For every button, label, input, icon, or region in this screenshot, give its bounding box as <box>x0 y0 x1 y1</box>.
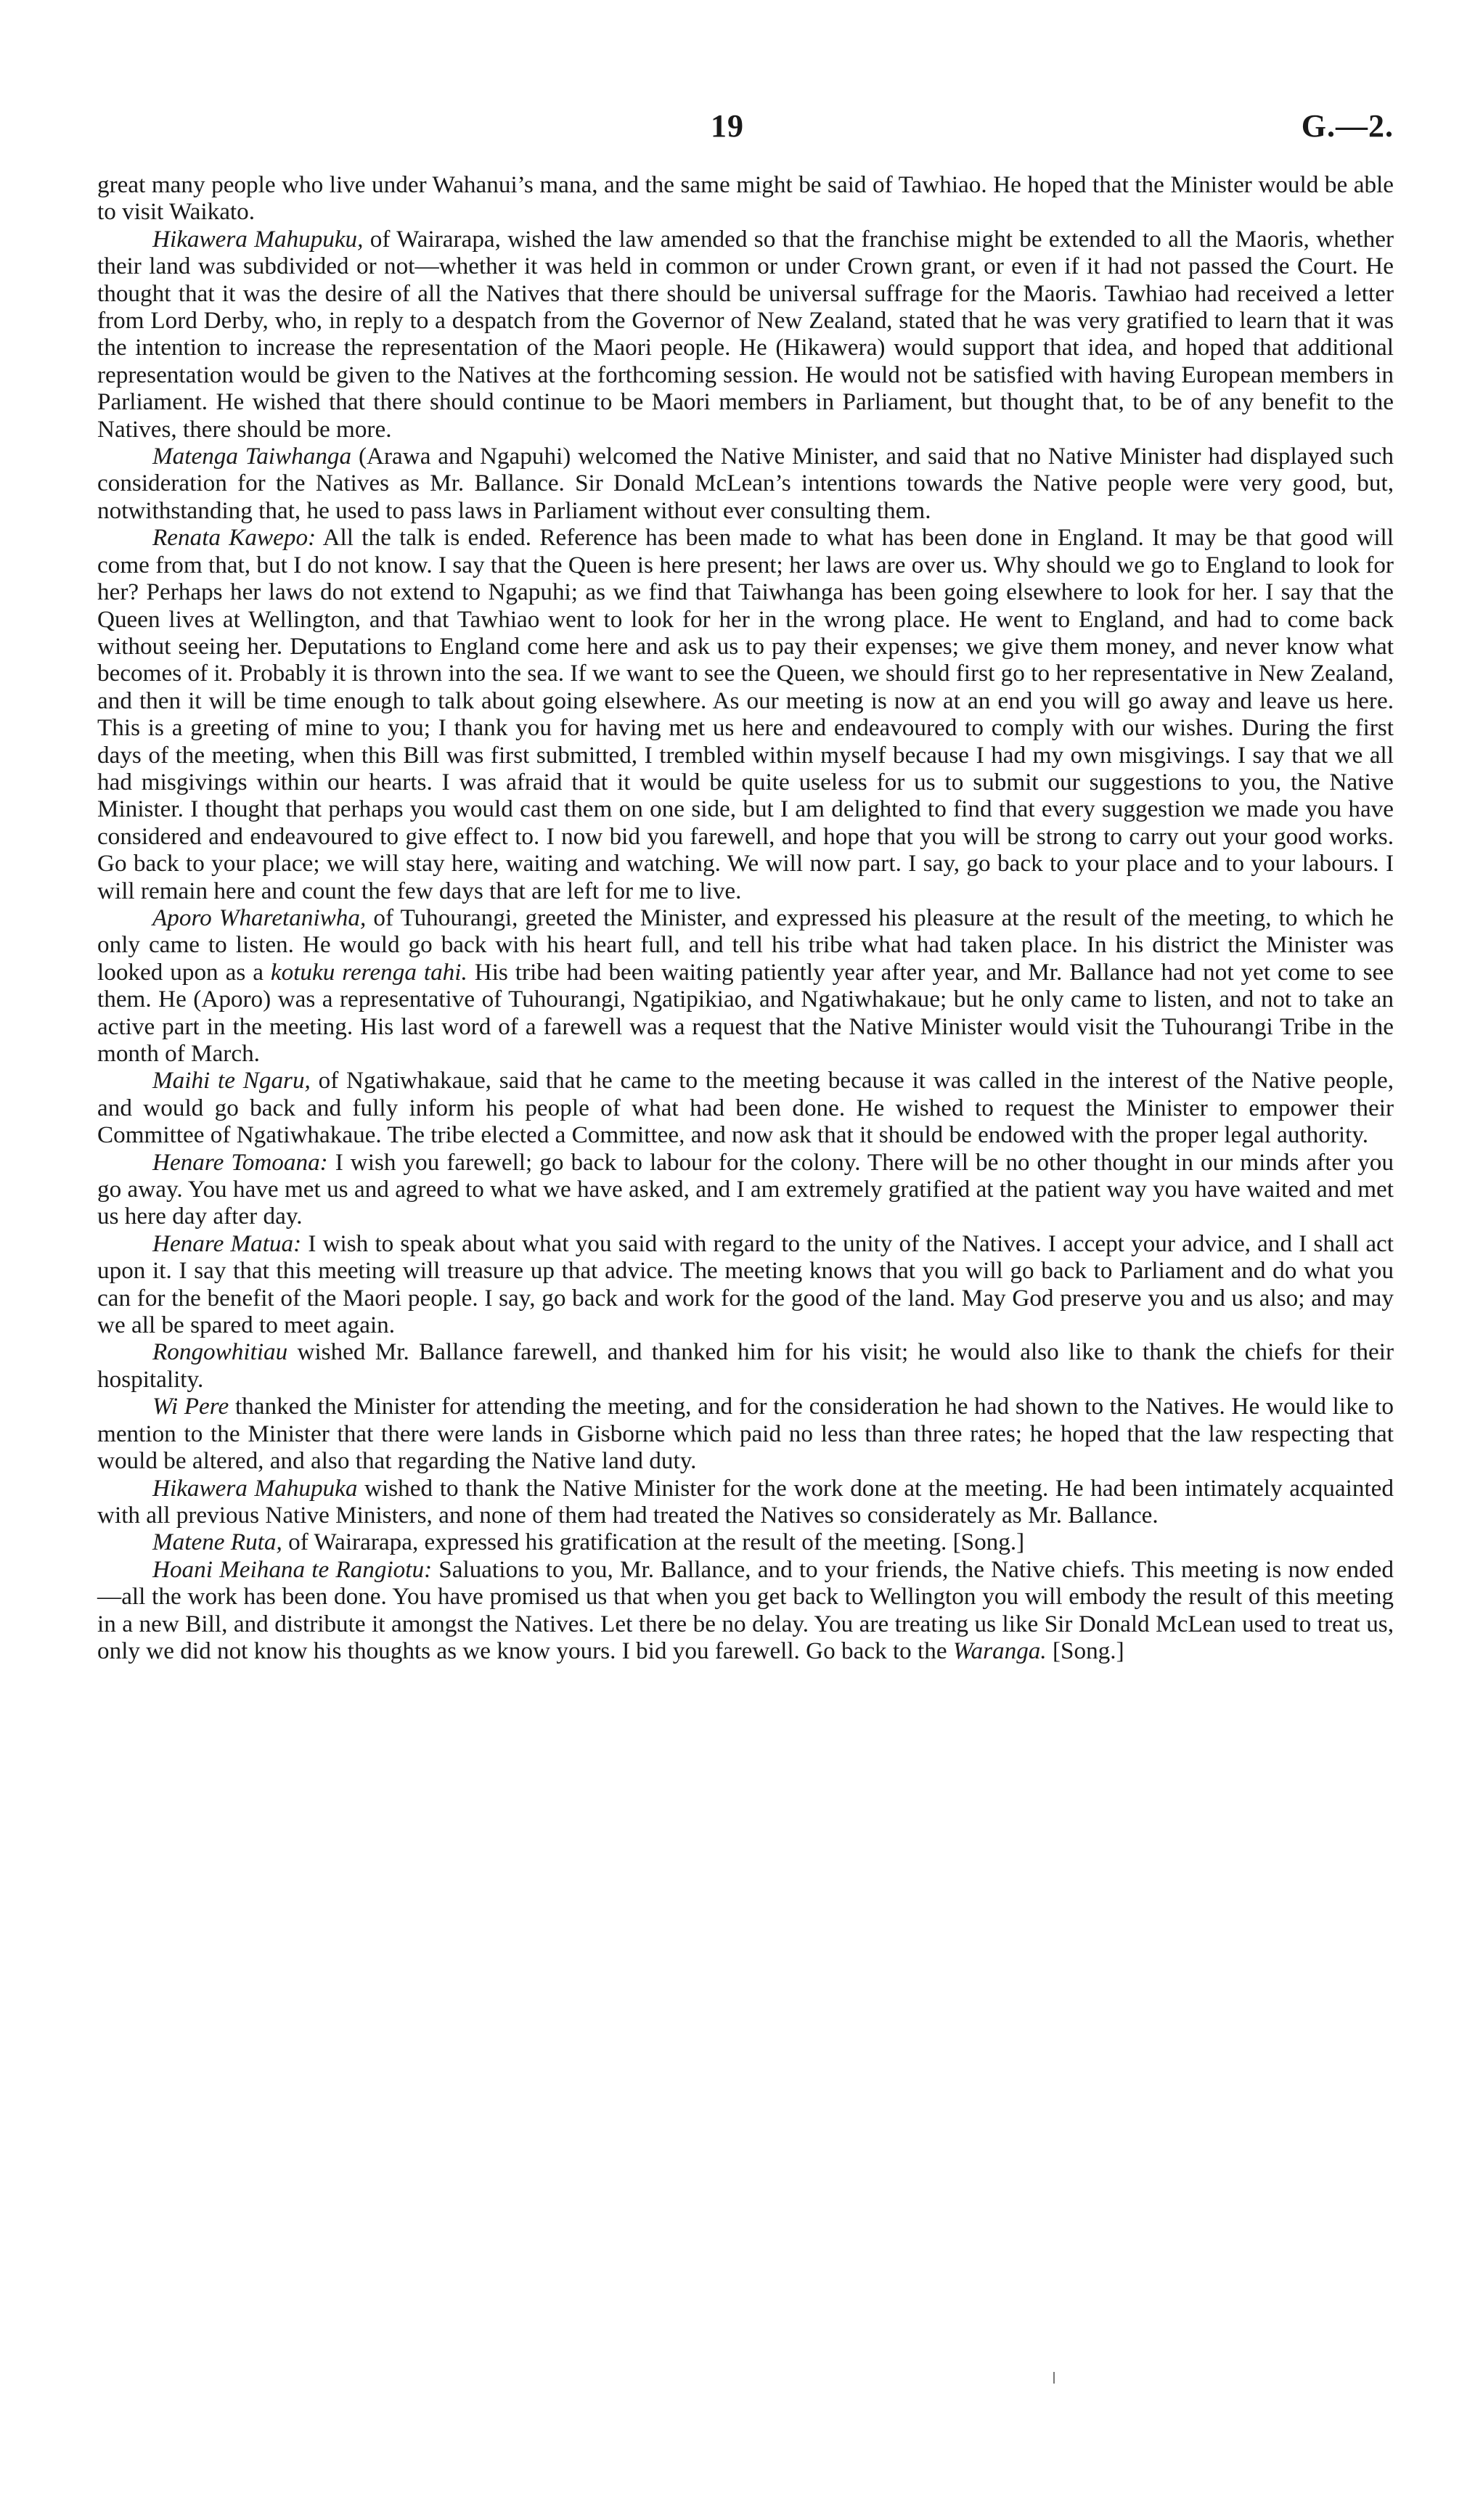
paragraph-text: All the talk is ended. Reference has been made to what has been done in England. It may be that good will come from that, but I do not know. I say that the Queen is here present; her laws are over us. Why should we go to England to look for her? Perhaps her laws do not extend to Ngapuhi; as we find that Taiwhanga has been going elsewhere to look for her. I say that the Queen lives at Wellington, and that Tawhiao went to look for her in the wrong place. He went to England, and had to come back without seeing her. Deputations to England come here and ask us to pay their expenses; we give them money, and never know what becomes of it. Probably it is thrown into the sea. If we want to see the Queen, we should first go to her representative in New Zealand, and then it will be time enough to talk about going elsewhere. As our meeting is now at an end you will go away and leave us here. This is a greeting of mine to you; I thank you for having met us here and endeavoured to comply with our wishes. During the first days of the meeting, when this Bill was first submitted, I trembled within myself because I had my own misgivings. I say that we all had misgivings within our hearts. I was afraid that it would be quite useless for us to submit our suggestions to you, the Native Minister. I thought that perhaps you would cast them on one side, but I am delighted to find that every suggestion we made you have considered and endeavoured to give effect to. I now bid you farewell, and hope that you will be strong to carry out your good works. Go back to your place; we will stay here, waiting and watching. We will now part. I say, go back to your place and to your labours. I will remain here and count the few days that are left for me to live. <box>97 524 1394 904</box>
paragraph-text: of Ngatiwhakaue, said that he came to the meeting because it was called in the interest of the Native people, and would go back and fully inform his people of what had been done. He wished to request the Minister to empower their Committee of Ngatiwhakaue. The tribe elected a Committee, and now ask that it should be endowed with the proper legal authority. <box>97 1067 1394 1149</box>
paragraph-text: Saluations to you, Mr. Ballance, and to your friends, the Native chiefs. This meeting is now ended—all the work has been done. You have promised us that when you get back to Wellington you will embody the result of this meeting in a new Bill, and distribute it amongst the Natives. Let there be no delay. You are treating us like Sir Donald McLean used to treat us, only we did not know his thoughts as we know yours. I bid you farewell. Go back to the <box>97 1555 1394 1664</box>
speaker-name: Hikawera Mahupuka <box>152 1474 358 1502</box>
body-text <box>97 171 1394 1664</box>
paragraph <box>97 1067 1394 1148</box>
speaker-name: Wi Pere <box>152 1393 229 1420</box>
speaker-name: Matenga Taiwhanga <box>152 443 352 470</box>
speaker-name: Henare Matua: <box>152 1230 302 1257</box>
maori-phrase: kotuku rerenga tahi. <box>270 958 467 986</box>
paragraph <box>97 443 1394 524</box>
paragraph <box>97 524 1394 904</box>
paragraph <box>97 1556 1394 1665</box>
paragraph-text: (Arawa and Ngapuhi) welcomed the Native Minister, and said that no Native Minister had displayed such consideration for the Natives as Mr. Ballance. Sir Donald McLean’s intentions towards the Native people were very good, but, notwithstanding that, he used to pass laws in Parliament without ever consulting them. <box>97 443 1394 524</box>
paragraph-text: His tribe had been waiting patiently year after year, and Mr. Ballance had not yet come to see them. He (Aporo) was a representative of Tuhourangi, Ngatipikiao, and Ngatiwhakaue; but he only came to listen, and not to take an active part in the meeting. His last word of a farewell was a request that the Native Minister would visit the Tuhourangi Tribe in the month of March. <box>97 958 1394 1067</box>
paragraph <box>97 1338 1394 1393</box>
paragraph-text: wished to thank the Native Minister for the work done at the meeting. He had been intimately acquainted with all previous Native Ministers, and none of them had treated the Natives so considerately as Mr. Ballance. <box>97 1474 1394 1529</box>
paragraph <box>97 1149 1394 1230</box>
speaker-name: Maihi te Ngaru, <box>152 1067 311 1095</box>
paragraph <box>97 226 1394 443</box>
paragraph-text: of Wairarapa, wished the law amended so that the franchise might be extended to all the Maoris, whether their land was subdivided or not—whether it was held in common or under Crown grant, or even if it had not passed the Court. He thought that it was the desire of all the Natives that there should be universal suffrage for the Maoris. Tawhiao had received a letter from Lord Derby, who, in reply to a despatch from the Governor of New Zealand, stated that he was very gratified to learn that it was the intention to increase the representation of the Maori people. He (Hikawera) would support that idea, and hoped that additional representation would be given to the Natives at the forthcoming session. He would not be satisfied with having European members in Parliament. He wished that there should continue to be Maori members in Parliament, but thought that, to be of any benefit to the Natives, there should be more. <box>97 225 1394 443</box>
paragraph-text: of Tuhourangi, greeted the Minister, and expressed his pleasure at the result of the meeting, to which he only came to listen. He would go back with his heart full, and tell his tribe what had taken place. In his district the Minister was looked upon as a <box>97 904 1394 986</box>
paragraph <box>97 171 1394 226</box>
paragraph <box>97 1529 1394 1555</box>
paragraph-text: great many people who live under Wahanui’s mana, and the same might be said of Tawhiao. He hoped that the Minister would be able to visit Waikato. <box>97 171 1394 226</box>
paragraph <box>97 904 1394 1067</box>
speaker-name: Aporo Wharetaniwha, <box>152 904 367 931</box>
paragraph-text: wished Mr. Ballance farewell, and thanked him for his visit; he would also like to thank the chiefs for their hospitality. <box>97 1338 1394 1393</box>
paragraph-text: I wish to speak about what you said with regard to the unity of the Natives. I accept your advice, and I shall act upon it. I say that this meeting will treasure up that advice. The meeting knows that you will go back to Parliament and do what you can for the benefit of the Maori people. I say, go back and work for the good of the land. May God preserve you and us also; and may we all be spared to meet again. <box>97 1230 1394 1339</box>
paragraph <box>97 1230 1394 1339</box>
page-header <box>97 107 1394 151</box>
document-reference: G.—2. <box>1301 108 1394 144</box>
page-number: 19 <box>711 108 744 144</box>
speaker-name: Rongowhitiau <box>152 1338 288 1366</box>
paragraph <box>97 1475 1394 1529</box>
paragraph <box>97 1393 1394 1474</box>
speaker-name: Hoani Meihana te Rangiotu: <box>152 1555 433 1583</box>
paragraph-text: I wish you farewell; go back to labour for the colony. There will be no other thought in our minds after you go away. You have met us and agreed to what we have asked, and I am extremely gratified at the patient way you have waited and met us here day after day. <box>97 1148 1394 1230</box>
print-mark <box>1053 2372 1055 2384</box>
speaker-name: Hikawera Mahupuku, <box>152 225 364 253</box>
speaker-name: Matene Ruta, <box>152 1529 282 1556</box>
paragraph-text: of Wairarapa, expressed his gratification at the result of the meeting. [Song.] <box>282 1529 1025 1556</box>
speaker-name: Renata Kawepo: <box>152 524 316 552</box>
maori-word: Waranga. <box>952 1637 1047 1664</box>
speaker-name: Henare Tomoana: <box>152 1148 328 1176</box>
paragraph-text: thanked the Minister for attending the meeting, and for the consideration he had shown to the Natives. He would like to mention to the Minister that there were lands in Gisborne which paid no less than three rates; he hoped that the law respecting that would be altered, and also that regarding the Native land duty. <box>97 1393 1394 1475</box>
paragraph-text: [Song.] <box>1046 1637 1124 1664</box>
